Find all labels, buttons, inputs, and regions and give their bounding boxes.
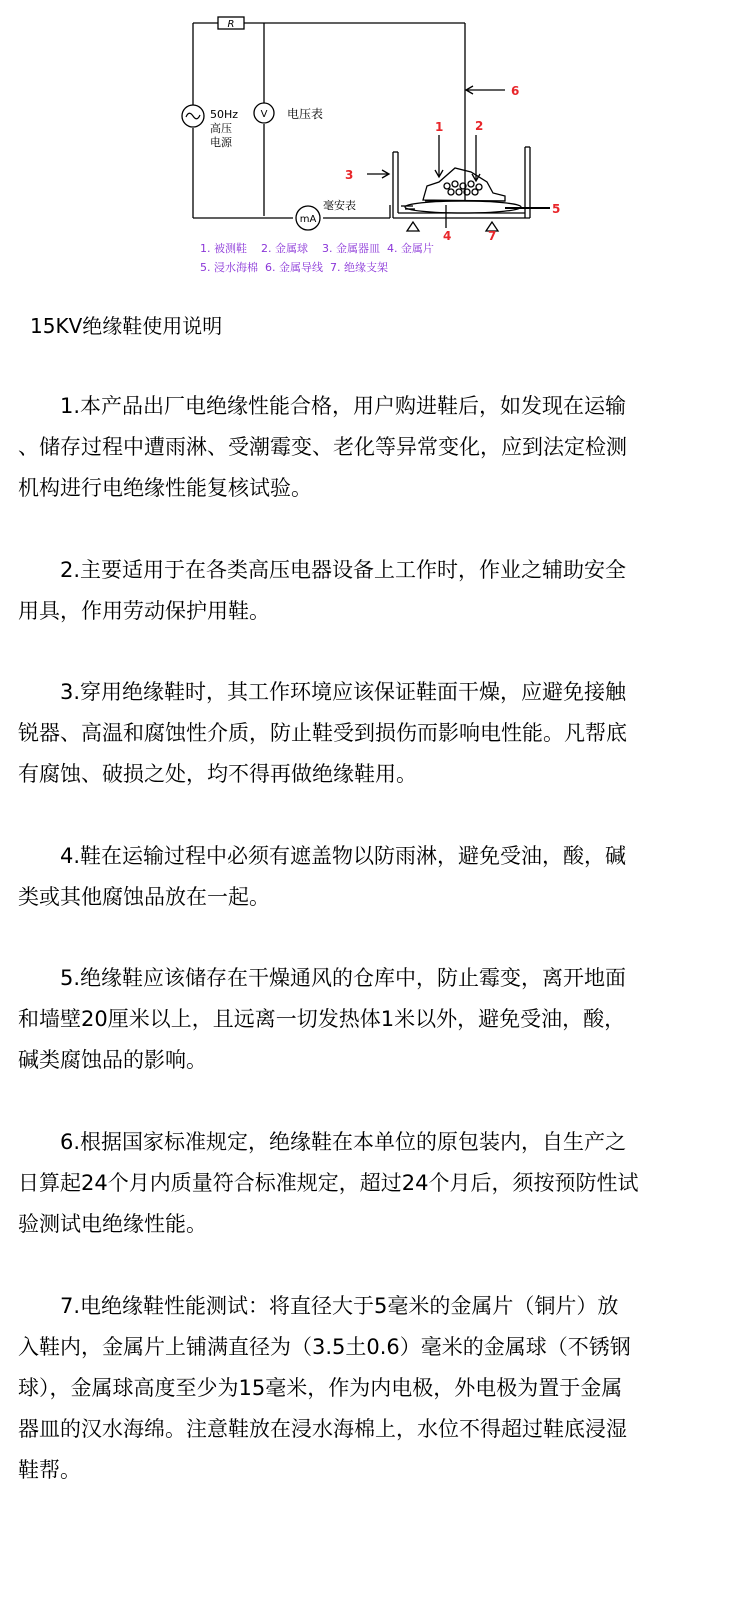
voltmeter-symbol-label: V	[260, 109, 268, 120]
paragraph-1	[18, 386, 708, 509]
paragraph-3	[18, 672, 708, 795]
paragraph-4	[18, 836, 708, 918]
callout-7: 7	[488, 229, 497, 243]
voltmeter-label: 电压表	[287, 107, 324, 121]
paragraph-7	[18, 1286, 708, 1491]
resistor-label: R	[227, 19, 235, 30]
paragraph-line: 7.电绝缘鞋性能测试：将直径大于5毫米的金属片（铜片）放	[18, 1294, 619, 1318]
milliammeter-symbol-label: mA	[299, 214, 317, 225]
source-label-line3: 电源	[210, 136, 232, 149]
legend-line-1: 1. 被测鞋 2. 金属球 3. 金属器皿 4. 金属片	[200, 242, 434, 255]
paragraph-line: 类或其他腐蚀品放在一起。	[18, 885, 270, 909]
paragraph-line: 日算起24个月内质量符合标准规定，超过24个月后，须按预防性试	[18, 1171, 639, 1195]
paragraph-line: 用具，作用劳动保护用鞋。	[18, 599, 270, 623]
paragraph-line: 、储存过程中遭雨淋、受潮霉变、老化等异常变化，应到法定检测	[18, 435, 627, 459]
paragraph-5	[18, 958, 708, 1081]
paragraph-line: 验测试电绝缘性能。	[18, 1212, 207, 1236]
paragraph-line: 6.根据国家标准规定，绝缘鞋在本单位的原包装内，自生产之	[18, 1130, 627, 1154]
document-title: 15KV绝缘鞋使用说明	[30, 314, 223, 338]
callout-4: 4	[443, 229, 452, 243]
paragraph-line: 器皿的汉水海绵。注意鞋放在浸水海棉上，水位不得超过鞋底浸湿	[18, 1417, 627, 1441]
paragraph-line: 球），金属球高度至少为15毫米，作为内电极，外电极为置于金属	[18, 1376, 623, 1400]
paragraph-6	[18, 1122, 708, 1245]
paragraph-line: 碱类腐蚀品的影响。	[18, 1048, 207, 1072]
callout-3: 3	[345, 168, 354, 182]
paragraph-line: 机构进行电绝缘性能复核试验。	[18, 476, 312, 500]
callout-5: 5	[552, 202, 561, 216]
callout-2: 2	[475, 119, 484, 133]
test-circuit-diagram	[175, 0, 575, 285]
paragraph-line: 3.穿用绝缘鞋时，其工作环境应该保证鞋面干燥，应避免接触	[18, 680, 627, 704]
source-label-line2: 高压	[210, 122, 232, 135]
paragraph-line: 入鞋内，金属片上铺满直径为（3.5土0.6）毫米的金属球（不锈钢	[18, 1335, 631, 1359]
paragraph-line: 5.绝缘鞋应该储存在干燥通风的仓库中，防止霉变，离开地面	[18, 966, 627, 990]
paragraph-line: 4.鞋在运输过程中必须有遮盖物以防雨淋，避免受油，酸，碱	[18, 844, 627, 868]
paragraph-2	[18, 550, 708, 632]
paragraph-line: 锐器、高温和腐蚀性介质，防止鞋受到损伤而影响电性能。凡帮底	[18, 721, 627, 745]
callout-1: 1	[435, 120, 444, 134]
paragraph-line: 和墙壁20厘米以上，且远离一切发热体1米以外，避免受油，酸，	[18, 1007, 626, 1031]
paragraph-line: 有腐蚀、破损之处，均不得再做绝缘鞋用。	[18, 762, 417, 786]
milliammeter-label: 毫安表	[323, 199, 356, 212]
source-label-line1: 50Hz	[210, 108, 239, 121]
paragraph-line: 鞋帮。	[18, 1458, 81, 1482]
paragraph-line: 2.主要适用于在各类高压电器设备上工作时，作业之辅助安全	[18, 558, 627, 582]
callout-6: 6	[511, 84, 520, 98]
paragraph-line: 1.本产品出厂电绝缘性能合格，用户购进鞋后，如发现在运输	[18, 394, 627, 418]
legend-line-2: 5. 浸水海棉 6. 金属导线 7. 绝缘支架	[200, 261, 388, 274]
